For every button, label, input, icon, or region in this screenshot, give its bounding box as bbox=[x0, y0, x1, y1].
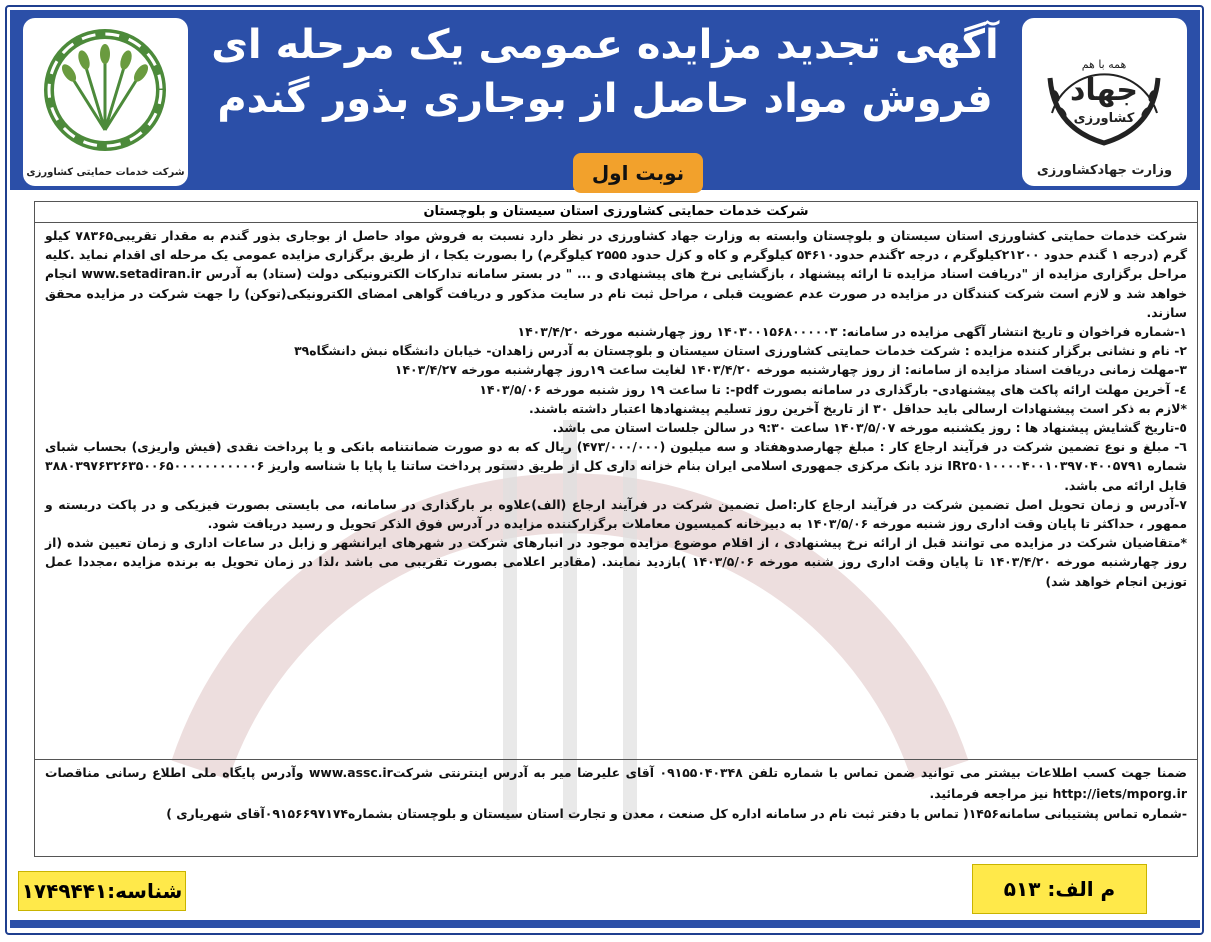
ministry-logo bbox=[1022, 18, 1187, 186]
notice-item-5: ٥-تاریخ گشایش پیشنهاد ها : روز یکشنبه مورخه ۱۴۰۳/۵/۰۷ ساعت ۹:۳۰ در سالن جلسات استان می باشد. bbox=[552, 420, 1187, 436]
title-line-1: آگهی تجدید مزایده عمومی یک مرحله ای bbox=[211, 22, 999, 68]
contact-info: ضمنا جهت کسب اطلاعات بیشتر می توانید ضمن تماس با شماره تلفن ۰۹۱۵۵۰۴۰۳۴۸ آقای علیرضا میر به آدرس اینترنتی شرکتwww.assc.ir وآدرس پایگاه ملی اطلاع رسانی مناقصات http://iets/mporg.ir نیز مراجعه فرمائید. bbox=[45, 765, 1187, 801]
notice-item-2: ۲- نام و نشانی برگزار کننده مزایده : شرکت خدمات حمایتی کشاورزی استان سیستان و بلوچستان به آدرس زاهدان- خیابان دانشگاه نبش دانشگاه۳۹ bbox=[294, 343, 1187, 359]
notice-intro: شرکت خدمات حمایتی کشاورزی استان سیستان و بلوچستان وابسته به وزارت جهاد کشاورزی در نظر دارد نسبت به فروش مواد حاصل از بوجاری بذور گندم به مقدار تقریبی۷۸۳۶۵ کیلو گرم (درجه ۱ گندم حدود ۲۱۲۰۰کیلوگرم ، درجه ۲گندم حدود۵۴۶۱۰ کیلوگرم و کاه و کزل حدود ۲۵۵۵ کیلوگرم) را بصورت یکجا ، از طریق برگزاری مزایده عمومی یک مرحله ای اقدام نماید .کلیه مراحل برگزاری مزایده از "دریافت اسناد مزایده تا ارائه پیشنهاد ، بازگشایی نرخ های پیشنهادی و ... " در بستر سامانه تدارکات الکترونیکی دولت (ستاد) به آدرس www.setadiran.ir انجام خواهد شد و لازم است شرکت کنندگان در مزایده در صورت عدم عضویت قبلی ، مراحل ثبت نام در سایت مذکور و دریافت گواهی امضای الکترونیکی(توکن) را جهت شرکت در مزایده محقق سازند. bbox=[45, 228, 1188, 320]
notice-item-6: ٦- مبلغ و نوع تضمین شرکت در فرآیند ارجاع کار : مبلغ چهارصدوهفتاد و سه میلیون (۴۷۳/۰۰۰/۰۰۰) ریال که به دو صورت ضمانتنامه بانکی و یا پرداخت نقدی (فیش واریزی) بحساب شبای شماره IR۲۵۰۱۰۰۰۰۴۰۰۱۰۳۹۷۰۴۰۰۵۷۹۱ نزد بانک مرکزی جمهوری اسلامی ایران بنام خزانه داری کل از طریق دستور پرداخت ساتنا یا پایا با شناسه واریز ۳۸۸۰۳۹۷۶۳۲۶۳۵۰۰۶۵۰۰۰۰۰۰۰۰۰۰۰۶ قابل ارائه می باشد. bbox=[45, 439, 1187, 493]
bottom-stripe bbox=[10, 920, 1200, 928]
notice-box bbox=[34, 201, 1198, 857]
round-badge: نوبت اول bbox=[573, 153, 703, 193]
support-info: -شماره تماس پشتیبانی سامانه۱۴۵۶( تماس با دفتر ثبت نام در سامانه اداره کل صنعت ، معدن و تجارت استان سیستان و بلوچستان بشماره۰۹۱۵۶۶۹۷۱۷۴آقای شهریاری ) bbox=[166, 806, 1187, 821]
ministry-logo-top: همه با هم bbox=[1081, 58, 1127, 71]
notice-item-4: ٤- آخرین مهلت ارائه پاکت های پیشنهادی- بارگذاری در سامانه بصورت pdf-: تا ساعت ۱۹ روز شنبه مورخه ۱۴۰۳/۵/۰۶ bbox=[479, 381, 1187, 397]
id-label: شناسه:۱۷۴۹۴۴۱ bbox=[18, 871, 186, 911]
notice-note-visit: *متقاضیان شرکت در مزایده می توانند قبل از ارائه نرخ پیشنهادی ، از اقلام موضوع مزایده موجود در انبارهای شرکت در شهرهای ایرانشهر و زابل در ساعات اداری و زمان تعیین شده (از روز چهارشنبه مورخه ۱۴۰۳/۴/۲۰ تا پایان وقت اداری روز شنبه مورخه ۱۴۰۳/۵/۰۶ )بازدید نمایند. (مقادیر اعلامی بصورت تقریبی می باشد ،لذا در زمان تحویل به برنده مزایده ،مجددا عمل توزین انجام خواهد شد) bbox=[45, 535, 1187, 589]
ministry-logo-caption: وزارت جهادکشاورزی bbox=[1036, 163, 1173, 178]
code-label: م الف: ۵۱۳ bbox=[972, 864, 1147, 914]
ministry-logo-sub: کشاورزی bbox=[1073, 111, 1135, 126]
notice-note-validity: *لازم به ذکر است پیشنهادات ارسالی باید حداقل ۳۰ از تاریخ آخرین روز تسلیم پیشنهادها اعتبار داشته باشند. bbox=[528, 400, 1187, 416]
wheat-emblem-icon bbox=[23, 18, 188, 158]
title-line-2: فروش مواد حاصل از بوجاری بذور گندم bbox=[217, 76, 993, 122]
ministry-logo-word: جهاد bbox=[1069, 73, 1139, 108]
jahad-emblem-icon bbox=[1022, 18, 1187, 158]
notice-body bbox=[45, 226, 1187, 591]
notice-item-1: ۱-شماره فراخوان و تاریخ انتشار آگهی مزایده در سامانه: ۱۴۰۳۰۰۱۵۶۸۰۰۰۰۰۳ روز چهارشنبه مورخه ۱۴۰۳/۴/۲۰ bbox=[517, 324, 1187, 340]
contact-section bbox=[35, 759, 1197, 825]
header-banner bbox=[10, 10, 1200, 190]
notice-item-7: ٧-آدرس و زمان تحویل اصل تضمین شرکت در فرآیند ارجاع کار:اصل تضمین شرکت در فرآیند ارجاع (الف)علاوه بر بارگذاری در سامانه، می بایستی بصورت فیزیکی و در پاکت دربسته و ممهور ، حداکثر تا پایان وقت اداری روز شنبه مورخه ۱۴۰۳/۵/۰۶ به دبیرخانه کمیسیون معاملات برگزارکننده مزایده در آدرس فوق الذکر تحویل و رسید دریافت شود. bbox=[45, 496, 1187, 532]
company-heading: شرکت خدمات حمایتی کشاورزی استان سیستان و بلوچستان bbox=[35, 202, 1197, 223]
company-logo-caption: شرکت خدمات حمایتی کشاورزی bbox=[26, 167, 185, 178]
page-title bbox=[200, 18, 1010, 126]
notice-item-3: ۳-مهلت زمانی دریافت اسناد مزایده از سامانه: از روز چهارشنبه مورخه ۱۴۰۳/۴/۲۰ لغایت ساعت ۱۹روز چهارشنبه مورخه ۱۴۰۳/۴/۲۷ bbox=[394, 362, 1187, 378]
company-logo bbox=[23, 18, 188, 186]
